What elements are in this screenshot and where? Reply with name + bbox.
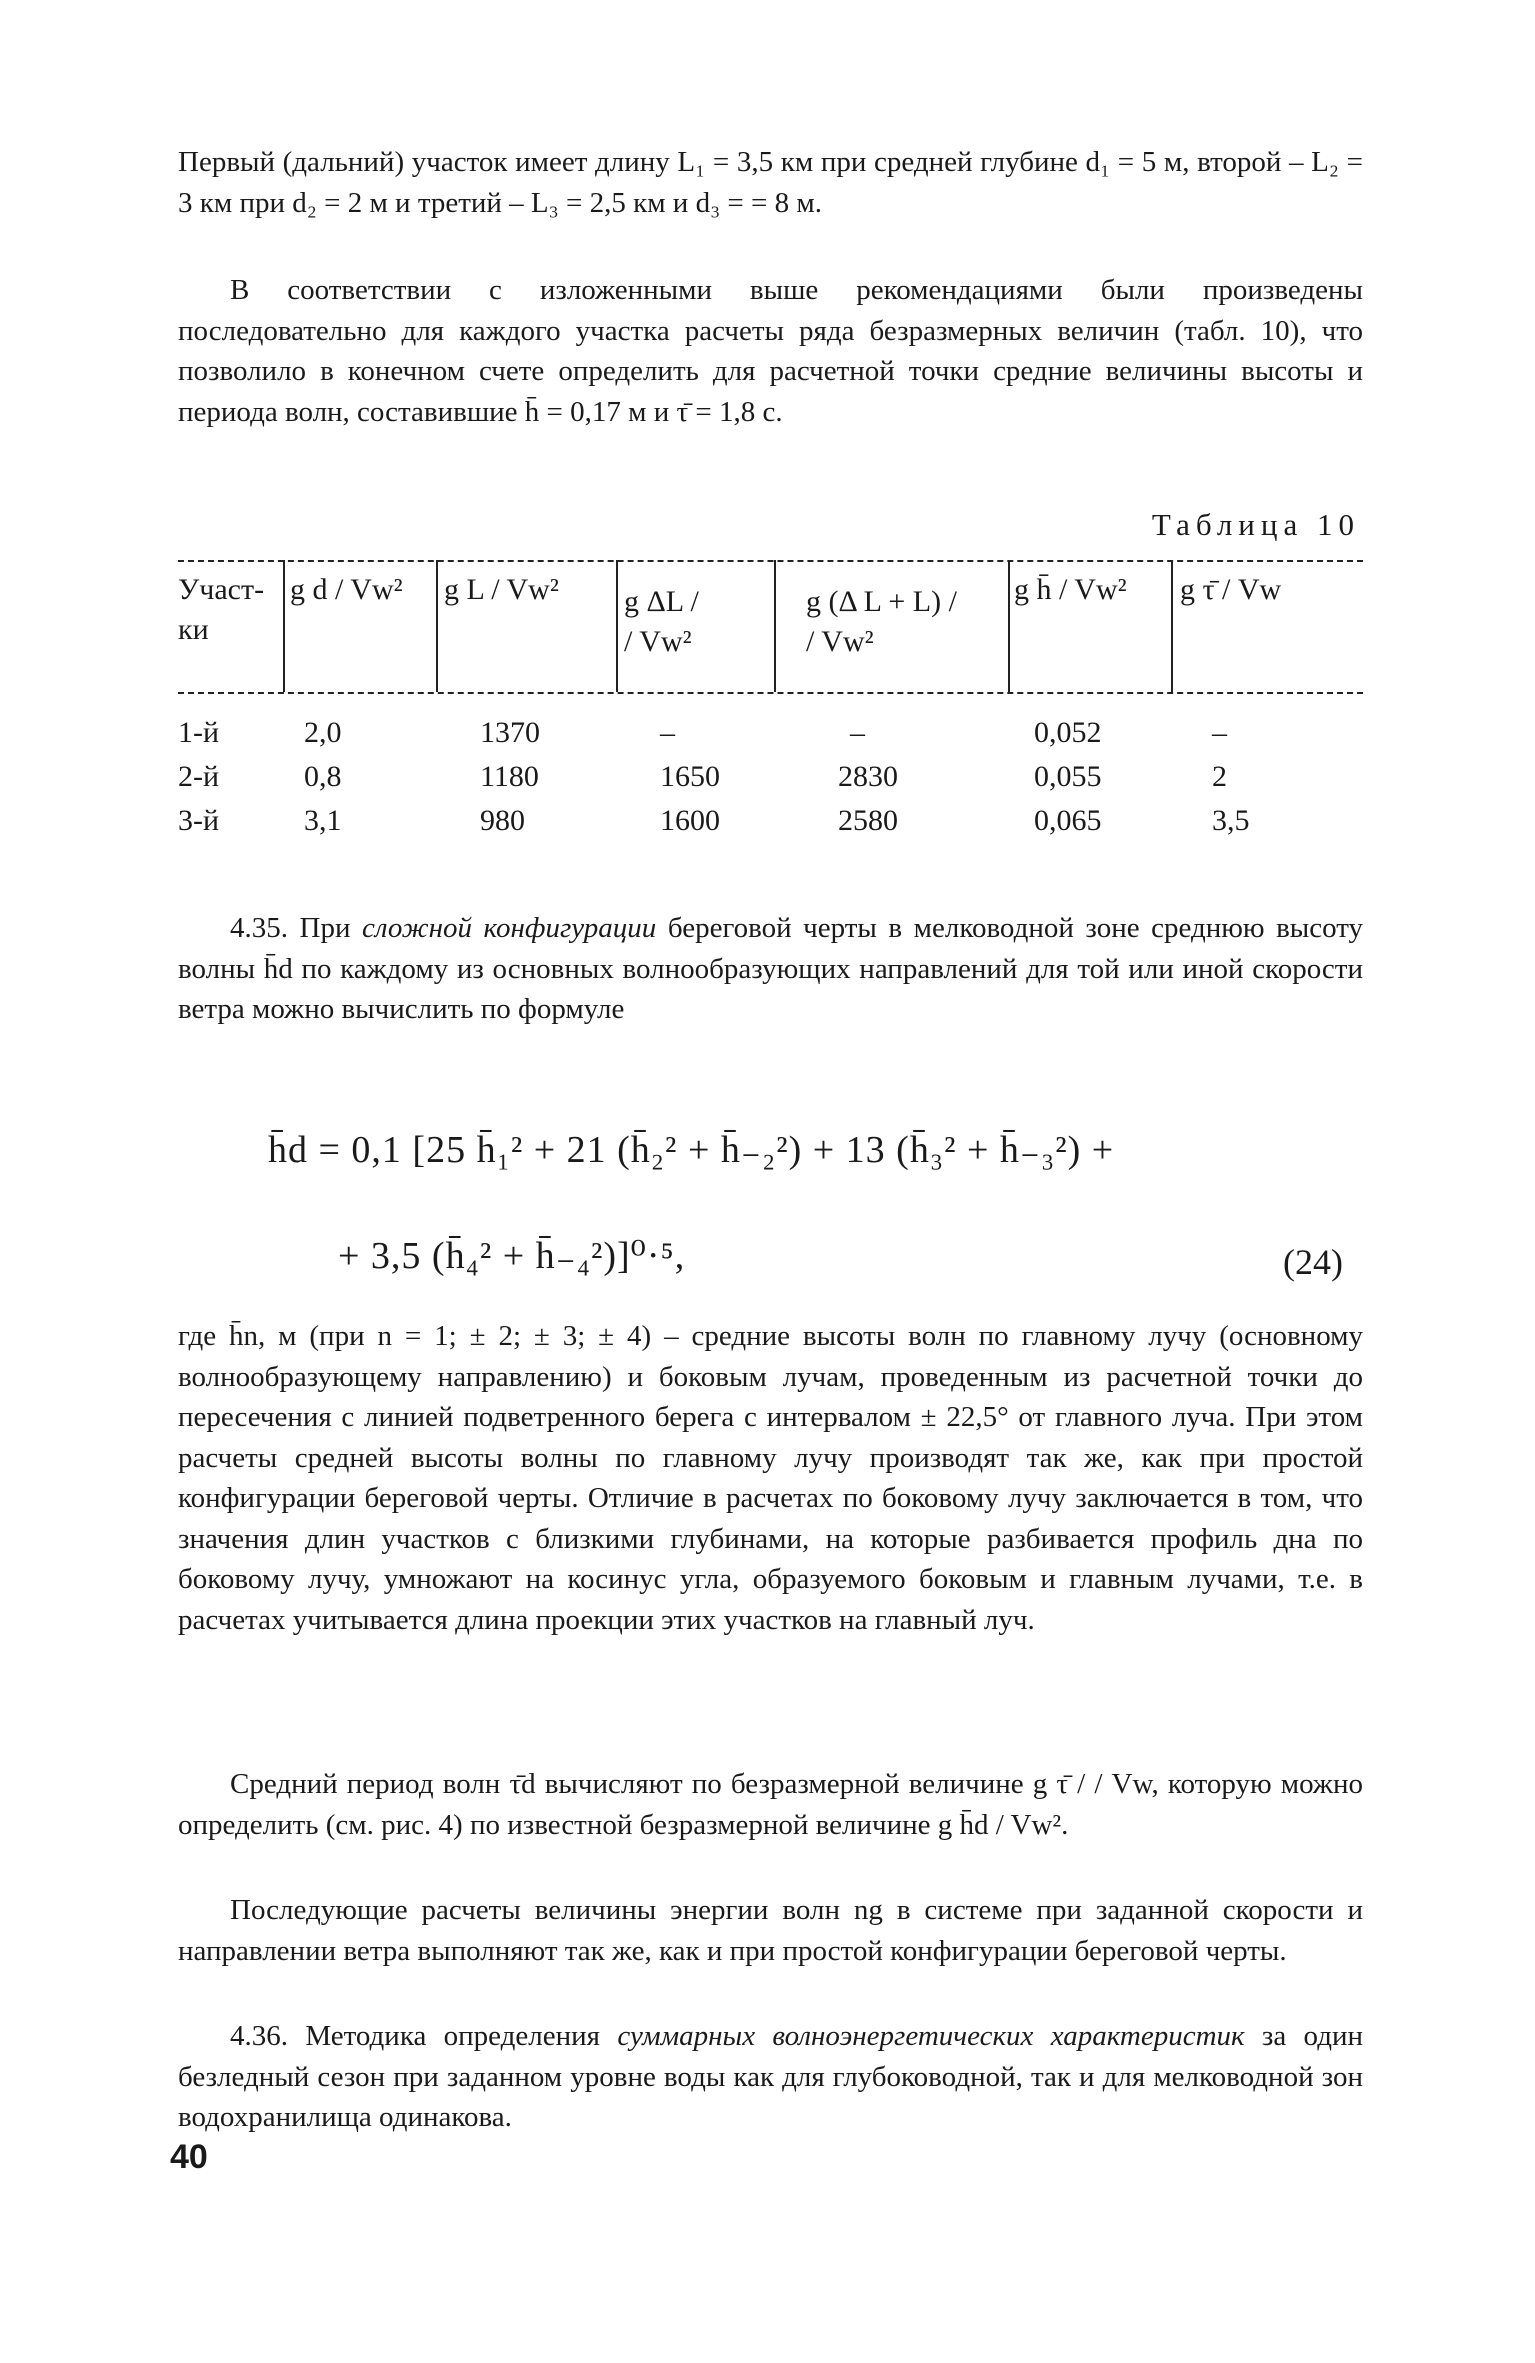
paragraph-4-35	[178, 908, 1363, 1030]
paragraph-sections: Первый (дальний) участок имеет длину L₁ = 3,5 км при средней глубине d₁ = 5 м, второй – L₂ = 3 км при d₂ = 2 м и третий – L₃ = 2,5 км и d₃ = = 8 м.	[178, 146, 1363, 219]
table-cell: –	[850, 716, 865, 749]
table-col-rule	[1008, 560, 1010, 692]
table-cell: 2830	[838, 760, 898, 793]
formula-line-1: h̄d = 0,1 [25 h̄₁² + 21 (h̄₂² + h̄₋₂²) + 13 (h̄₃² + h̄₋₃²) +	[268, 1129, 1115, 1171]
paragraph-text: При	[299, 912, 351, 944]
table-header-gd: g d / Vw²	[290, 573, 403, 606]
table-col-rule	[283, 560, 285, 692]
paragraph-calculations: В соответствии с изложенными выше рекомендациями были произведены последовательно для каждого участка расчеты ряда безразмерных величин (табл. 10), что позволило в конечном счете определить для расчетной точки средние величины высоты и периода волн, составившие h̄ = 0,17 м и τ̄ = 1,8 с.	[178, 274, 1363, 428]
table-cell: 3,1	[304, 804, 342, 837]
page-number: 40	[170, 2138, 208, 2176]
table-cell: 1600	[660, 804, 720, 837]
paragraph-text: за один безледный сезон при заданном уровне воды как для глубоководной, так и для мелководной зон водохранилища одинакова.	[178, 2020, 1364, 2133]
table-header-sections	[178, 570, 264, 650]
header-text: / Vw²	[624, 625, 692, 658]
header-text: g ΔL /	[624, 585, 699, 618]
table-10	[178, 560, 1363, 860]
table-cell: 0,8	[304, 760, 342, 793]
table-cell: 1180	[480, 760, 539, 793]
header-text: Участ-	[178, 573, 265, 606]
table-cell: 3,5	[1212, 804, 1250, 837]
table-cell: 1-й	[178, 716, 220, 749]
paragraph-text: Методика определения	[305, 2020, 601, 2052]
table-cell: 3-й	[178, 804, 220, 837]
emphasis-term: сложной конфигурации	[362, 912, 657, 944]
paragraph-definitions: где h̄n, м (при n = 1; ± 2; ± 3; ± 4) – средние высоты волн по главному лучу (основному волнообразующему направлению) и боковым лучам, проведенным из расчетной точки до пересечения с линией подветренного берега с интервалом ± 22,5° от главного луча. При этом расчеты средней высоты волны по главному лучу производят так же, как при простой конфигурации береговой черты. Отличие в расчетах по боковому лучу заключается в том, что значения длин участков с близкими глубинами, на которые разбивается профиль дна по боковому лучу, умножают на косинус угла, образуемого боковым и главным лучами, т.е. в расчетах учитывается длина проекции этих участков на главный луч.	[178, 1320, 1363, 1636]
table-cell: 1370	[480, 716, 540, 749]
table-cell: 0,065	[1034, 804, 1102, 837]
paragraph-period: Средний период волн τ̄d вычисляют по безразмерной величине g τ̄ / / Vw, которую можно определить (см. рис. 4) по известной безразмерной величине g h̄d / Vw².	[178, 1768, 1363, 1841]
table-header-gt: g τ̄ / Vw	[1180, 573, 1282, 606]
table-header-gh: g h̄ / Vw²	[1014, 573, 1127, 606]
table-caption: Таблица 10	[1151, 507, 1360, 542]
table-top-rule	[178, 560, 1363, 562]
section-number: 4.35.	[230, 912, 288, 944]
header-text: ки	[178, 613, 209, 646]
table-row	[178, 756, 1363, 798]
table-header-rule	[178, 692, 1363, 694]
section-number: 4.36.	[230, 2020, 288, 2052]
table-row	[178, 800, 1363, 842]
table-header-gl: g L / Vw²	[444, 573, 559, 606]
table-cell: 980	[480, 804, 525, 837]
table-cell: 2580	[838, 804, 898, 837]
paragraph-energy: Последующие расчеты величины энергии волн ng в системе при заданной скорости и направлении ветра выполняют так же, как и при простой конфигурации береговой черты.	[178, 1894, 1363, 1967]
table-cell: –	[660, 716, 675, 749]
emphasis-term: суммарных волноэнергетических характеристик	[617, 2020, 1245, 2052]
paragraph-4-36	[178, 2016, 1363, 2138]
table-header-gdll	[806, 582, 957, 662]
table-col-rule	[436, 560, 438, 692]
equation-number: (24)	[1283, 1242, 1343, 1282]
formula-line-2: + 3,5 (h̄₄² + h̄₋₄²)]⁰·⁵,	[338, 1235, 686, 1277]
table-cell: 2,0	[304, 716, 342, 749]
table-cell: 2-й	[178, 760, 220, 793]
table-cell: 0,055	[1034, 760, 1102, 793]
table-cell: 1650	[660, 760, 720, 793]
table-col-rule	[616, 560, 618, 692]
table-cell: 0,052	[1034, 716, 1102, 749]
table-row	[178, 712, 1363, 754]
table-header-gdl	[624, 582, 699, 662]
table-cell: 2	[1212, 760, 1227, 793]
paragraph-text: береговой черты в мелководной зоне среднюю высоту волны h̄d по каждому из основных волнообразующих направлений для той или иной скорости ветра можно вычислить по формуле	[178, 912, 1364, 1025]
table-col-rule	[1171, 560, 1173, 692]
table-col-rule	[774, 560, 776, 692]
header-text: / Vw²	[806, 625, 874, 658]
table-cell: –	[1212, 716, 1227, 749]
header-text: g (Δ L + L) /	[806, 585, 957, 618]
